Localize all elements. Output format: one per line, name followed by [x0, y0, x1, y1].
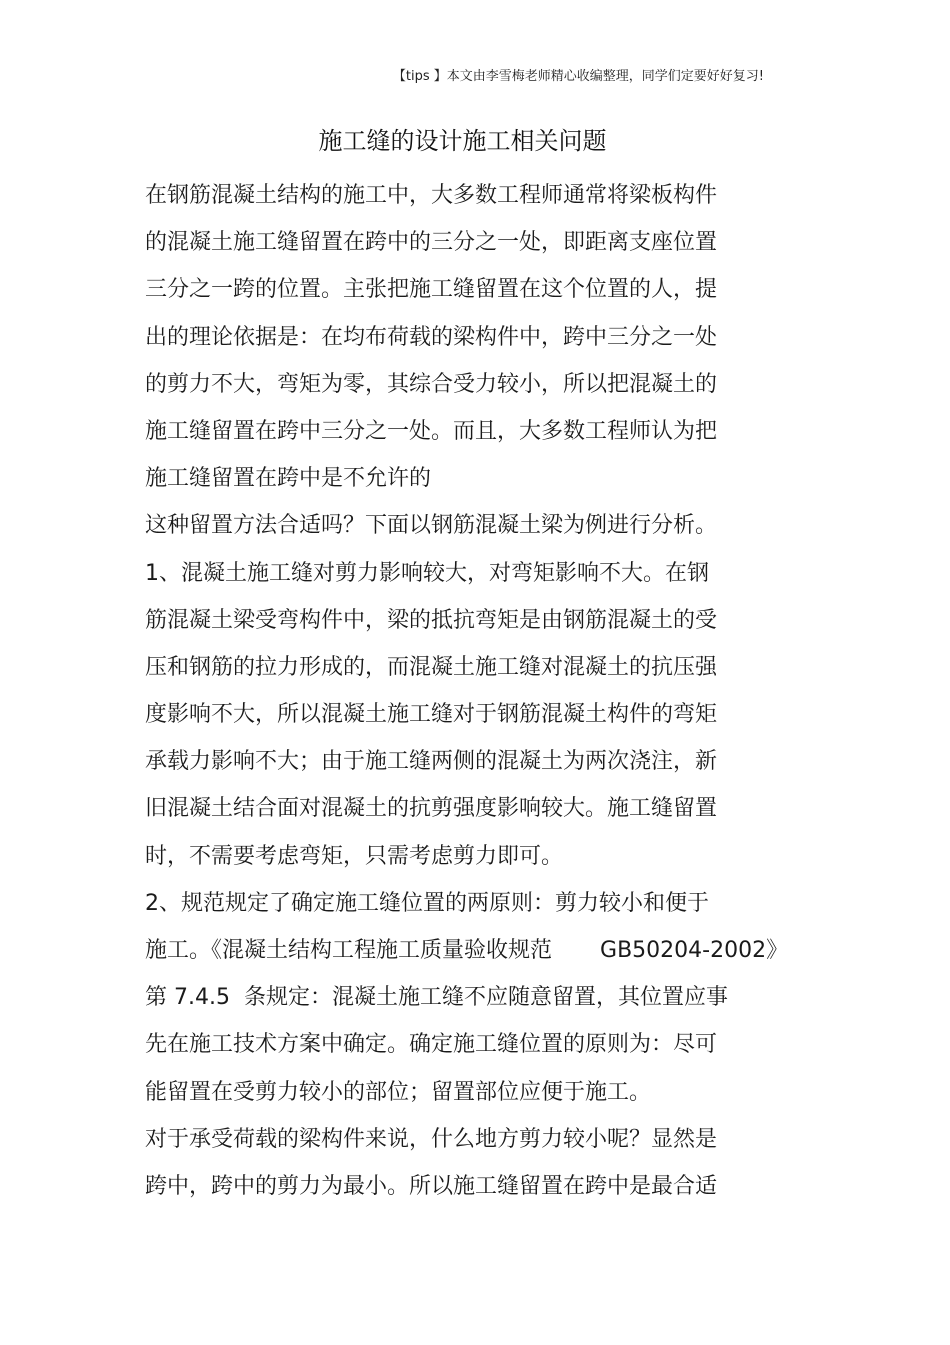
text-line: 旧混凝土结合面对混凝土的抗剪强度影响较大。施工缝留置 — [145, 796, 718, 822]
text-line: 能留置在受剪力较小的部位；留置部位应便于施工。 — [145, 1079, 652, 1105]
text-line: 施工缝留置在跨中三分之一处。而且，大多数工程师认为把 — [145, 418, 718, 444]
document-body — [145, 176, 805, 1214]
text-line: 出的理论依据是：在均布荷载的梁构件中，跨中三分之一处 — [145, 324, 718, 350]
text-line: 度影响不大，所以混凝土施工缝对于钢筋混凝土构件的弯矩 — [145, 702, 718, 728]
text-line: 三分之一跨的位置。主张把施工缝留置在这个位置的人，提 — [145, 277, 718, 303]
text-line: 时，不需要考虑弯矩，只需考虑剪力即可。 — [145, 843, 564, 869]
text-line: 的剪力不大，弯矩为零，其综合受力较小，所以把混凝土的 — [145, 371, 718, 397]
text-line: 跨中，跨中的剪力为最小。所以施工缝留置在跨中是最合适 — [145, 1173, 718, 1199]
text-line: 1、混凝土施工缝对剪力影响较大，对弯矩影响不大。在钢 — [145, 560, 709, 586]
header-tip: 【tips 】本文由李雪梅老师精心收编整理，同学们定要好好复习! — [392, 69, 764, 84]
text-line: 筋混凝土梁受弯构件中，梁的抵抗弯矩是由钢筋混凝土的受 — [145, 607, 718, 633]
text-line: 压和钢筋的拉力形成的，而混凝土施工缝对混凝土的抗压强 — [145, 654, 718, 680]
standard-code: GB50204-2002》 — [600, 938, 789, 963]
text-line: 施工缝留置在跨中是不允许的 — [145, 466, 432, 492]
document-title: 施工缝的设计施工相关问题 — [318, 127, 607, 155]
text-line: 承载力影响不大；由于施工缝两侧的混凝土为两次浇注，新 — [145, 749, 718, 775]
clause-number: 第 7.4.5 — [145, 985, 230, 1011]
text-line: 2、规范规定了确定施工缝位置的两原则：剪力较小和便于 — [145, 890, 709, 916]
text-line: 的混凝土施工缝留置在跨中的三分之一处，即距离支座位置 — [145, 230, 718, 256]
text-line: 在钢筋混凝土结构的施工中，大多数工程师通常将梁板构件 — [145, 183, 718, 208]
text-line-standard-reference — [145, 931, 805, 978]
text-line: 这种留置方法合适吗？下面以钢筋混凝土梁为例进行分析。 — [145, 513, 718, 539]
text-segment: 施工。《混凝土结构工程施工质量验收规范 — [145, 938, 553, 963]
text-segment: 条规定：混凝土施工缝不应随意留置，其位置应事 — [243, 985, 728, 1011]
text-line-clause-reference — [145, 978, 805, 1025]
text-line: 对于承受荷载的梁构件来说，什么地方剪力较小呢？显然是 — [145, 1126, 718, 1152]
text-line: 先在施工技术方案中确定。确定施工缝位置的原则为：尽可 — [145, 1032, 718, 1058]
